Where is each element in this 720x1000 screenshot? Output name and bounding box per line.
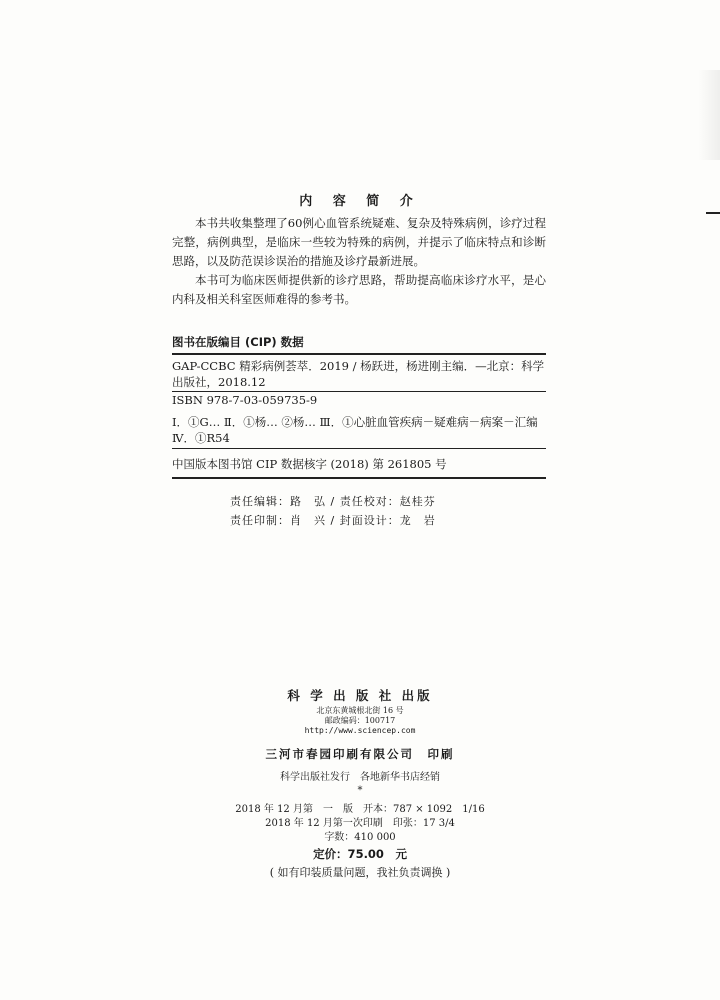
page-edge-mark	[706, 212, 720, 214]
publisher-address: 北京东黄城根北街 16 号	[316, 706, 404, 715]
summary-title: 内 容 简 介	[299, 194, 421, 209]
staff-line: 责任印制：肖 兴 / 封面设计：龙 岩	[230, 514, 436, 527]
publisher-name: 科 学 出 版 社 出版	[287, 688, 433, 703]
separator-star: *	[357, 785, 363, 796]
cip-divider	[172, 391, 546, 392]
staff-line: 责任编辑：路 弘 / 责任校对：赵桂芬	[230, 495, 436, 508]
cip-divider	[172, 448, 546, 449]
summary-paragraph: 本书共收集整理了60例心血管系统疑难、复杂及特殊病例，诊疗过程完整，病例典型，是临床一些较为特殊的病例，并提示了临床特点和诊断思路，以及防范误诊误治的措施及诊疗最新进展。	[172, 216, 546, 268]
printing-line: 2018 年 12 月第一次印刷 印张：17 3/4	[265, 818, 455, 829]
distributor-line: 科学出版社发行 各地新华书店经销	[280, 772, 440, 783]
edition-line: 2018 年 12 月第 一 版 开本：787 × 1092 1/16	[235, 804, 485, 815]
summary-body	[172, 214, 546, 309]
publisher-url: http://www.sciencep.com	[304, 726, 416, 735]
cip-classification: Ⅰ．①G… Ⅱ．①杨… ②杨… Ⅲ．①心脏血管疾病－疑难病－病案－汇编 Ⅳ．①R54	[172, 415, 538, 445]
publisher-postcode: 邮政编码：100717	[324, 716, 396, 725]
cip-top-rule	[172, 353, 546, 355]
cip-number: 中国版本图书馆 CIP 数据核字 (2018) 第 261805 号	[172, 457, 447, 471]
printer-name: 三河市春园印刷有限公司 印刷	[265, 747, 455, 761]
cip-bottom-rule	[172, 477, 546, 479]
price: 定价：75.00 元	[313, 847, 407, 861]
cip-isbn: ISBN 978-7-03-059735-9	[172, 393, 318, 407]
quality-note: ( 如有印装质量问题，我社负责调换 )	[269, 866, 451, 879]
page-edge-shadow	[698, 70, 720, 160]
cip-heading: 图书在版编目 (CIP) 数据	[172, 335, 304, 349]
summary-paragraph: 本书可为临床医师提供新的诊疗思路，帮助提高临床诊疗水平，是心内科及相关科室医师难得的参考书。	[172, 273, 546, 306]
word-count: 字数：410 000	[324, 832, 396, 843]
cip-main-entry: GAP-CCBC 精彩病例荟萃．2019 / 杨跃进，杨进刚主编．—北京：科学出版社，2018.12	[172, 359, 545, 389]
